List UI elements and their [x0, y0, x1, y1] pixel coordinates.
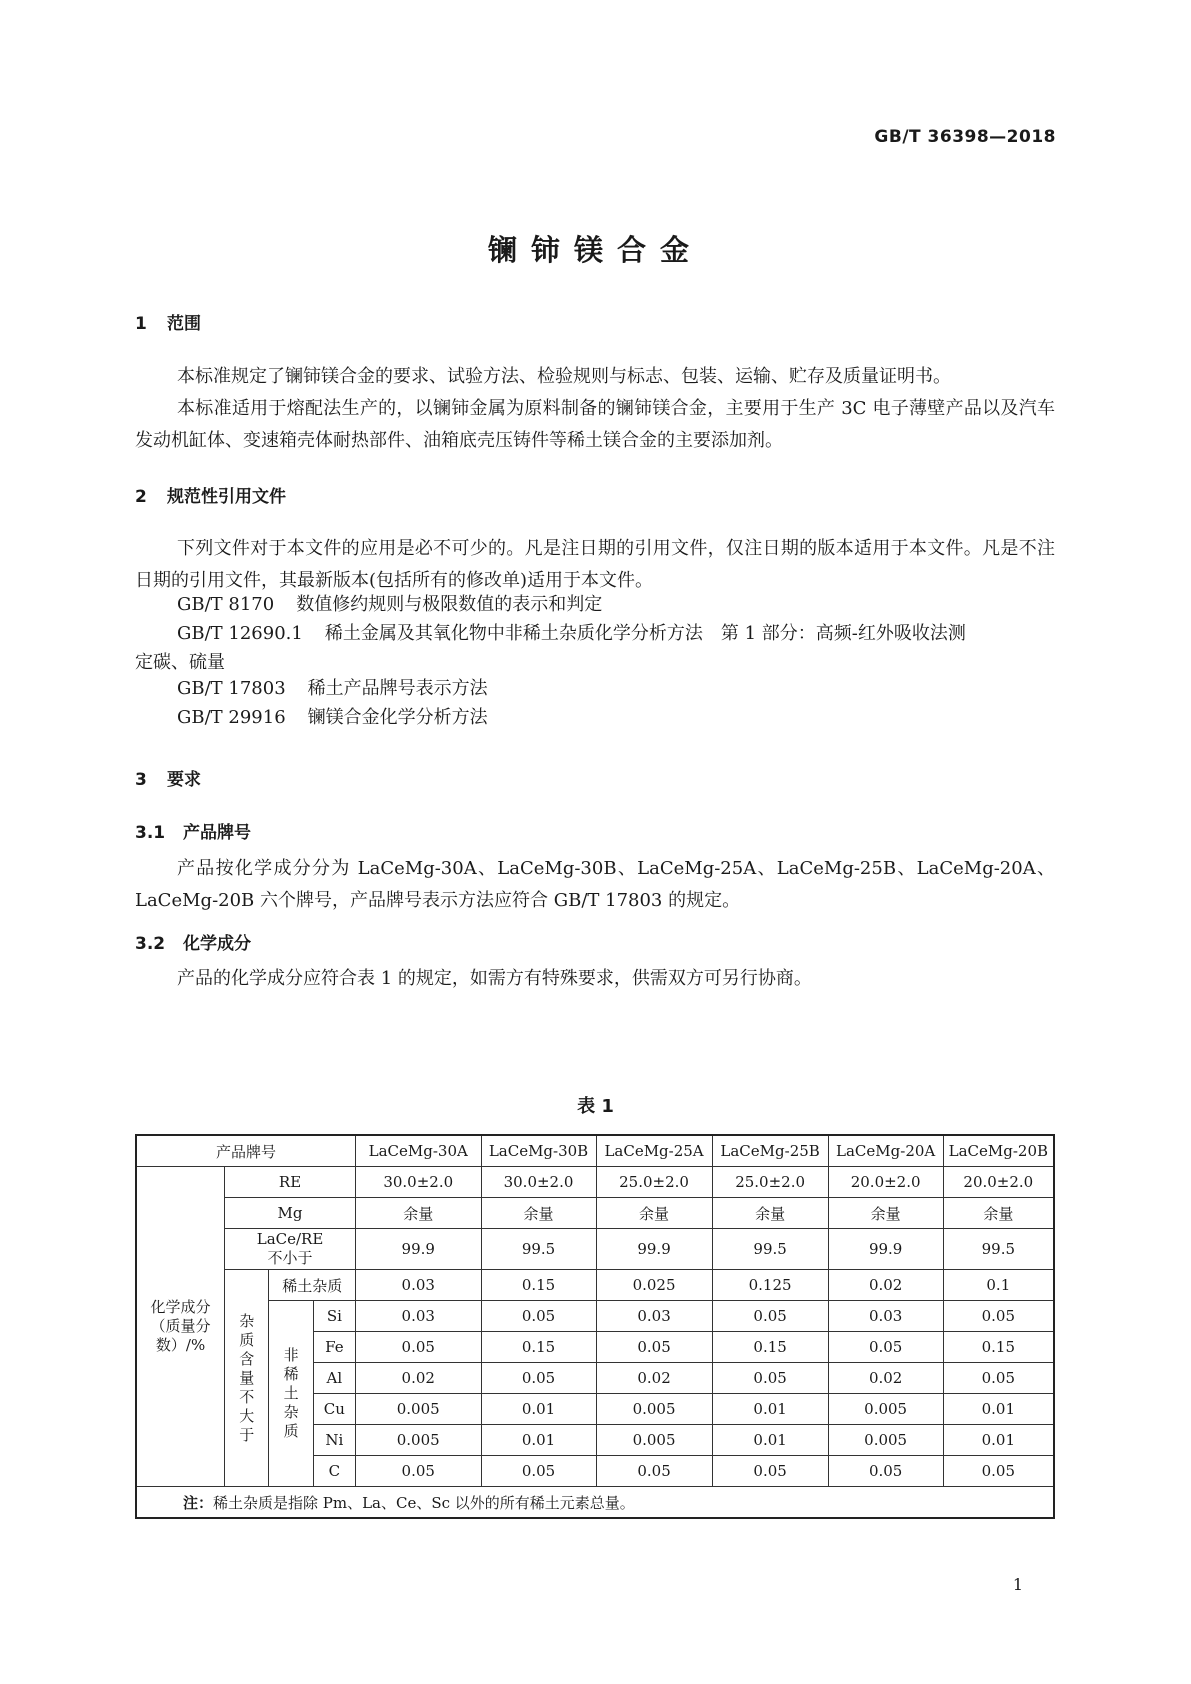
section-title: 规范性引用文件 [167, 487, 286, 507]
table-cell: 99.9 [355, 1229, 481, 1270]
table-cell: 20.0±2.0 [943, 1167, 1054, 1198]
table-cell: 0.05 [828, 1332, 943, 1363]
standard-code: GB/T 36398—2018 [874, 127, 1056, 147]
table-cell: 99.9 [596, 1229, 712, 1270]
row-label-line: 不小于 [267, 1249, 313, 1267]
note-text: 稀土杂质是指除 Pm、La、Ce、Sc 以外的所有稀土元素总量。 [213, 1493, 635, 1512]
section-3-2-heading [135, 929, 251, 954]
reference-continuation: 定碳、硫量 [135, 652, 225, 673]
table-cell: 0.03 [828, 1301, 943, 1332]
table-cell: 25.0±2.0 [712, 1167, 828, 1198]
table-cell: 0.01 [943, 1394, 1054, 1425]
table-cell: 0.01 [481, 1425, 596, 1456]
table-cell: 0.15 [943, 1332, 1054, 1363]
row-label: Fe [313, 1332, 355, 1363]
table-note-row [136, 1487, 1054, 1519]
table-row-lace [136, 1229, 1054, 1270]
group-label: 化学成分（质量分数）/% [136, 1167, 225, 1487]
header-grade: LaCeMg-20B [943, 1135, 1054, 1167]
table-row-si [136, 1301, 1054, 1332]
table-cell: 99.5 [712, 1229, 828, 1270]
section-number: 3.1 [135, 823, 166, 843]
table-cell: 0.005 [828, 1425, 943, 1456]
impurity-label: 杂质含量不大于 [225, 1270, 269, 1487]
grades-paragraph: 产品按化学成分分为 LaCeMg-30A、LaCeMg-30B、LaCeMg-25A、LaCeMg-25B、LaCeMg-20A、LaCeMg-20B 六个牌号，产品牌号表示方法应符合 GB/T 17803 的规定。 [135, 858, 1055, 911]
reference-item [177, 618, 1055, 650]
section-2-heading [135, 482, 286, 507]
table-row-re [136, 1167, 1054, 1198]
row-label: 稀土杂质 [269, 1270, 356, 1301]
table-cell: 99.9 [828, 1229, 943, 1270]
table-cell: 0.05 [355, 1456, 481, 1487]
table-cell: 余量 [481, 1198, 596, 1229]
section-title: 化学成分 [183, 934, 251, 954]
header-grade-label: 产品牌号 [136, 1135, 355, 1167]
table-cell: 0.02 [596, 1363, 712, 1394]
table-cell: 0.005 [596, 1394, 712, 1425]
table-cell: 0.15 [481, 1270, 596, 1301]
reference-item [177, 589, 1055, 621]
page-number: 1 [1012, 1575, 1023, 1594]
scope-paragraph-2: 本标准适用于熔配法生产的，以镧铈金属为原料制备的镧铈镁合金，主要用于生产 3C 电子薄壁产品以及汽车发动机缸体、变速箱壳体耐热部件、油箱底壳压铸件等稀土镁合金的主要添加剂。 [135, 398, 1055, 451]
table-cell: 0.01 [943, 1425, 1054, 1456]
row-label: Cu [313, 1394, 355, 1425]
section-number: 1 [135, 314, 147, 334]
reference-title: 稀土金属及其氧化物中非稀土杂质化学分析方法 第 1 部分：高频-红外吸收法测 [324, 623, 966, 644]
table-cell: 99.5 [481, 1229, 596, 1270]
section-title: 要求 [167, 770, 201, 790]
composition-paragraph: 产品的化学成分应符合表 1 的规定，如需方有特殊要求，供需双方可另行协商。 [177, 968, 812, 989]
section-number: 2 [135, 487, 147, 507]
table-cell: 30.0±2.0 [481, 1167, 596, 1198]
table-cell: 0.005 [355, 1394, 481, 1425]
table-cell: 0.05 [943, 1363, 1054, 1394]
table-cell: 0.05 [481, 1363, 596, 1394]
table-cell: 0.05 [481, 1301, 596, 1332]
table-cell: 0.03 [355, 1301, 481, 1332]
reference-title: 数值修约规则与极限数值的表示和判定 [296, 594, 603, 615]
table-cell: 0.03 [596, 1301, 712, 1332]
reference-title: 镧镁合金化学分析方法 [307, 707, 488, 728]
table-cell: 0.15 [481, 1332, 596, 1363]
row-label-line: LaCe/RE [256, 1230, 324, 1248]
reference-item [177, 673, 1055, 705]
table-cell: 余量 [596, 1198, 712, 1229]
table-cell: 0.05 [943, 1456, 1054, 1487]
table-cell: 0.02 [828, 1363, 943, 1394]
table-note [136, 1487, 1054, 1519]
row-label: Al [313, 1363, 355, 1394]
table-cell: 0.05 [712, 1363, 828, 1394]
table-cell: 0.05 [481, 1456, 596, 1487]
table-cell: 0.05 [943, 1301, 1054, 1332]
row-label [225, 1229, 356, 1270]
table-row-re-impurity [136, 1270, 1054, 1301]
table-cell: 余量 [712, 1198, 828, 1229]
table-cell: 25.0±2.0 [596, 1167, 712, 1198]
row-label: Si [313, 1301, 355, 1332]
table-cell: 0.01 [712, 1425, 828, 1456]
section-3-heading [135, 765, 201, 790]
table-cell: 0.005 [355, 1425, 481, 1456]
section-1-heading [135, 309, 201, 334]
table-cell: 0.125 [712, 1270, 828, 1301]
table-cell: 0.01 [481, 1394, 596, 1425]
header-grade: LaCeMg-30A [355, 1135, 481, 1167]
reference-code: GB/T 29916 [177, 707, 286, 728]
reference-title: 稀土产品牌号表示方法 [307, 678, 488, 699]
table-caption: 表 1 [577, 1096, 614, 1117]
composition-table [135, 1134, 1055, 1519]
table-cell: 0.05 [596, 1332, 712, 1363]
table-cell: 余量 [943, 1198, 1054, 1229]
section-title: 范围 [167, 314, 201, 334]
table-cell: 0.02 [828, 1270, 943, 1301]
table-cell: 99.5 [943, 1229, 1054, 1270]
table-cell: 0.02 [355, 1363, 481, 1394]
header-grade: LaCeMg-25A [596, 1135, 712, 1167]
header-grade: LaCeMg-30B [481, 1135, 596, 1167]
table-cell: 0.03 [355, 1270, 481, 1301]
table-cell: 0.05 [712, 1301, 828, 1332]
reference-code: GB/T 12690.1 [177, 623, 303, 644]
table-cell: 30.0±2.0 [355, 1167, 481, 1198]
table-cell: 0.05 [596, 1456, 712, 1487]
reference-code: GB/T 8170 [177, 594, 275, 615]
table-cell: 0.025 [596, 1270, 712, 1301]
table-cell: 0.1 [943, 1270, 1054, 1301]
reference-code: GB/T 17803 [177, 678, 286, 699]
header-grade: LaCeMg-20A [828, 1135, 943, 1167]
row-label: Mg [225, 1198, 356, 1229]
table-cell: 0.01 [712, 1394, 828, 1425]
section-number: 3 [135, 770, 147, 790]
table-cell: 0.005 [596, 1425, 712, 1456]
row-label: RE [225, 1167, 356, 1198]
header-grade: LaCeMg-25B [712, 1135, 828, 1167]
row-label: Ni [313, 1425, 355, 1456]
table-cell: 0.05 [355, 1332, 481, 1363]
table-header-row [136, 1135, 1054, 1167]
table-cell: 余量 [828, 1198, 943, 1229]
document-title: 镧铈镁合金 [487, 233, 703, 267]
normative-intro: 下列文件对于本文件的应用是必不可少的。凡是注日期的引用文件，仅注日期的版本适用于本文件。凡是不注日期的引用文件，其最新版本(包括所有的修改单)适用于本文件。 [135, 538, 1055, 591]
table-cell: 0.005 [828, 1394, 943, 1425]
non-re-impurity-label: 非稀土杂质 [269, 1301, 313, 1487]
row-label: C [313, 1456, 355, 1487]
table-cell: 20.0±2.0 [828, 1167, 943, 1198]
section-number: 3.2 [135, 934, 166, 954]
table-cell: 0.15 [712, 1332, 828, 1363]
table-cell: 0.05 [828, 1456, 943, 1487]
reference-item [177, 702, 1055, 734]
table-cell: 余量 [355, 1198, 481, 1229]
section-3-1-heading [135, 818, 251, 843]
section-title: 产品牌号 [183, 823, 251, 843]
table-row-mg [136, 1198, 1054, 1229]
scope-paragraph-1: 本标准规定了镧铈镁合金的要求、试验方法、检验规则与标志、包装、运输、贮存及质量证明书。 [177, 366, 951, 387]
note-label: 注： [183, 1493, 214, 1512]
table-cell: 0.05 [712, 1456, 828, 1487]
